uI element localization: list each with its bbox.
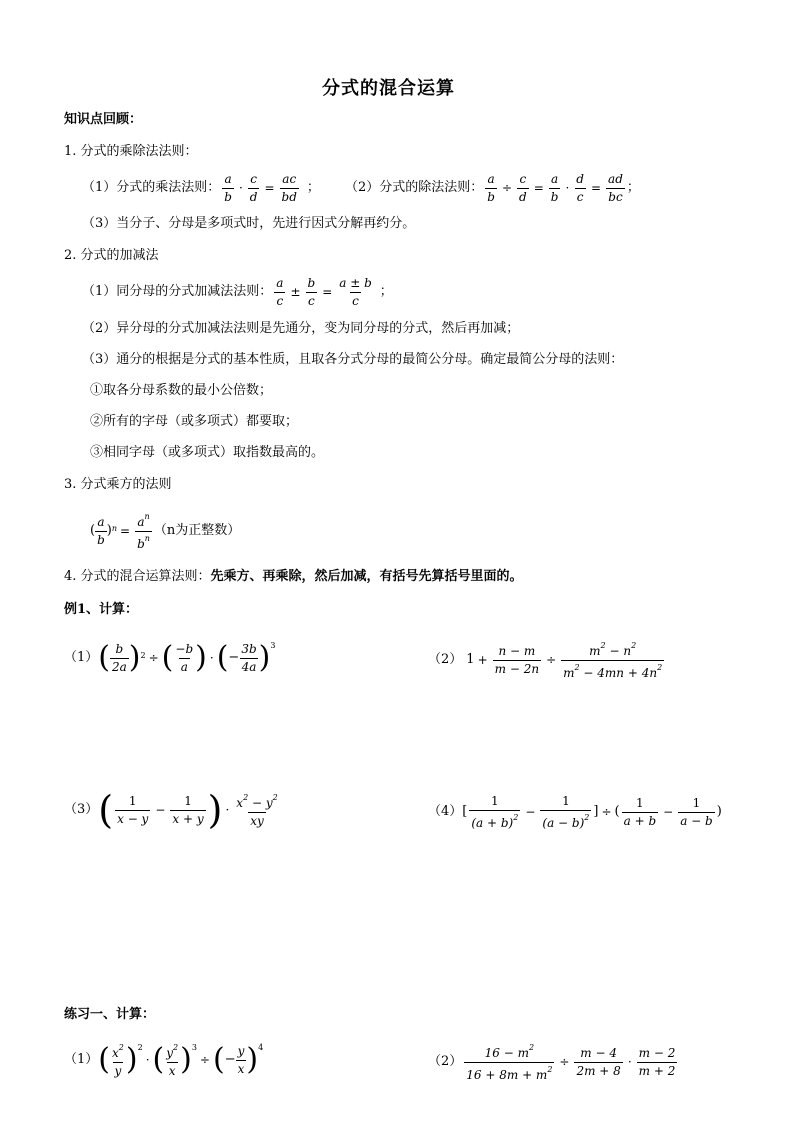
section2-heading: 2. 分式的加减法 [64,248,159,263]
mixed-operation-rule: 先乘方、再乘除，然后加减，有括号先算括号里面的。 [210,569,523,584]
formula-fraction: $\frac{b}{c}$ [307,275,316,308]
problem-number: （3） [64,802,99,817]
formula-fraction: $\frac{a}{b}$ [97,514,105,547]
division-rule-label: （2）分式的除法法则： [345,180,484,195]
factorization-note: （3）当分子、分母是多项式时，先进行因式分解再约分。 [82,216,416,231]
formula-fraction: $\frac{a}{b}$ [224,171,232,204]
review-heading: 知识点回顾： [64,112,143,127]
practice-problem-1: （1） ( $\frac{x^2}{y}$ ) 2 · ( $\frac{y^2}{x}$ ) 3 ÷ ( − $\frac{y}{x}$ ) 4 [64,1042,264,1078]
formula-fraction: $\frac{a \pm b}{c}$ [339,275,372,308]
formula-fraction: $\frac{d}{c}$ [576,171,584,204]
example-problem-4: （4） [ $\frac{1}{(a + b)^2}$ − $\frac{1}{(a - b)^2}$ ] ÷ ( $\frac{1}{a + b}$ − $\frac{1}{a - b}$ ) [428,793,722,830]
problem-number: （1） [64,650,99,665]
problem-number: （2） [428,1054,463,1069]
problem-number: （1） [64,1052,99,1067]
section3-heading: 3. 分式乘方的法则 [64,477,172,492]
semicolon: ； [626,180,640,195]
formula-fraction: $\frac{c}{d}$ [519,171,527,204]
multiplication-rule-label: （1）分式的乘法法则： [82,180,221,195]
semicolon: ； [306,180,320,195]
formula-fraction: $\frac{a}{b}$ [487,171,495,204]
practice-problem-2: （2） $\frac{16 - m^2}{16 + 8m + m^2}$ ÷ $\frac{m - 4}{2m + 8}$ · $\frac{m - 2}{m + 2}$ [428,1042,676,1082]
formula-fraction: $\frac{a^n}{b^n}$ [137,511,150,551]
formula-fraction: $\frac{a}{b}$ [550,171,559,204]
formula-fraction: $\frac{ad}{bc}$ [608,171,623,204]
common-denominator-note: （3）通分的根据是分式的基本性质，且取各分式分母的最简公分母。确定最简公分母的法则： [82,352,624,367]
same-denominator-rule: （1）同分母的分式加减法法则： $\frac{a}{c}$ ± $\frac{b}{c}$ = $\frac{a \pm b}{c}$ ； [82,275,393,308]
example-problem-3: （3） ( $\frac{1}{x - y}$ − $\frac{1}{x + y}$ ) · $\frac{x^2 - y^2}{xy}$ [64,788,278,832]
lcd-rule-2: ②所有的字母（或多项式）都要取； [90,414,299,429]
semicolon: ； [379,284,393,299]
section4-heading: 4. 分式的混合运算法则： [64,569,211,584]
practice-heading: 练习一、计算： [64,1007,156,1022]
power-rule: ( $\frac{a}{b}$ ) n = $\frac{a^n}{b^n}$ （n为正整数） [90,511,241,551]
section4 [64,569,523,585]
power-rule-note: （n为正整数） [153,523,241,538]
formula-fraction: $\frac{c}{d}$ [249,171,258,204]
lcd-rule-3: ③相同字母（或多项式）取指数最高的。 [90,445,325,460]
example-heading: 例1、计算： [64,602,139,617]
example-problem-2: （2） 1 + $\frac{n - m}{m - 2n}$ ÷ $\frac{m^2 - n^2}{m^2 - 4mn + 4n^2}$ [428,640,663,680]
example-problem-1: （1） ( $\frac{b}{2a}$ ) 2 ÷ ( $\frac{-b}{a}$ ) · ( − $\frac{3b}{4a}$ ) 3 [64,640,276,675]
section1-heading: 1. 分式的乘除法法则： [64,144,198,159]
problem-number: （4） [428,804,463,819]
formula-fraction: $\frac{ac}{bd}$ [281,171,297,204]
multiplication-rule: （1）分式的乘法法则： $\frac{a}{b}$ · $\frac{c}{d}$ = $\frac{ac}{bd}$ ； [82,171,320,204]
lcd-rule-1: ①取各分母系数的最小公倍数； [90,383,273,398]
page-title: 分式的混合运算 [322,78,455,99]
same-denominator-label: （1）同分母的分式加减法法则： [82,284,273,299]
problem-number: （2） [428,652,463,667]
formula-fraction: $\frac{a}{c}$ [276,275,284,308]
different-denominator-note: （2）异分母的分式加减法法则是先通分，变为同分母的分式，然后再加减； [82,321,520,336]
division-rule: （2）分式的除法法则： $\frac{a}{b}$ ÷ $\frac{c}{d}$ = $\frac{a}{b}$ · $\frac{d}{c}$ = $\frac{ad}{bc}$ ； [345,171,640,204]
